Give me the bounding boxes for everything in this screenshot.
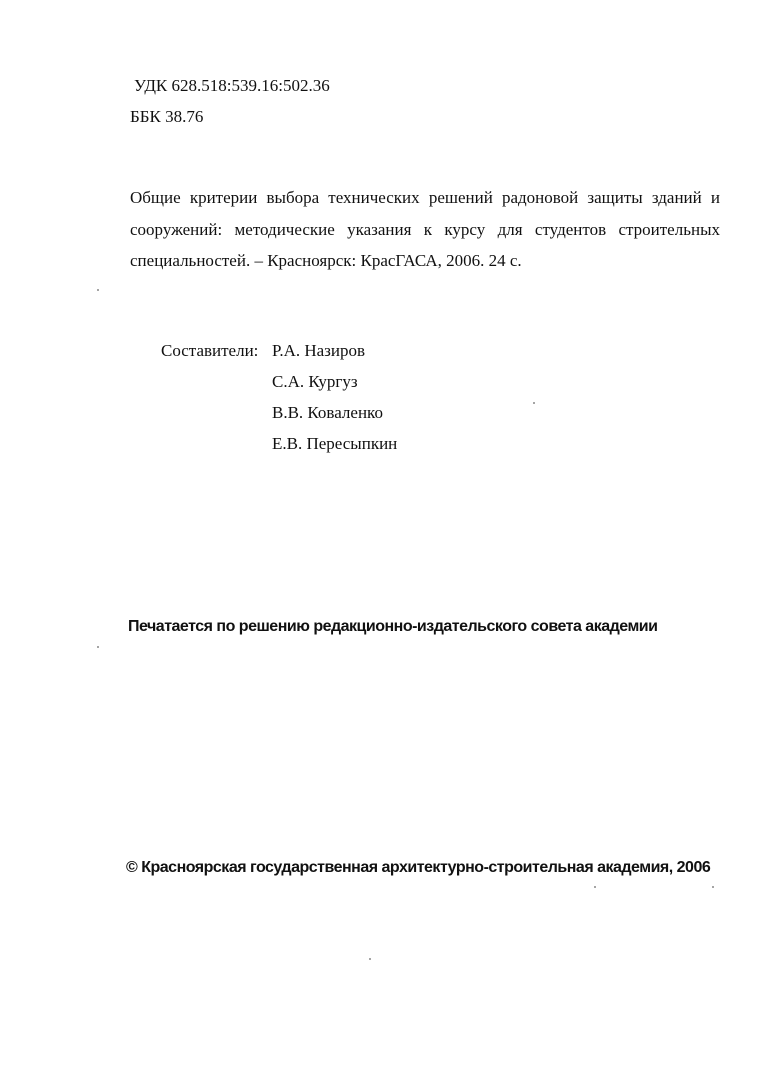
compiler-name: С.А. Кургуз <box>272 372 358 391</box>
udk-code: УДК 628.518:539.16:502.36 <box>134 76 330 95</box>
compiler-name: В.В. Коваленко <box>272 403 383 422</box>
scan-speck <box>369 958 371 960</box>
compiler-name: Р.А. Назиров <box>272 341 366 360</box>
bbk-code: ББК 38.76 <box>130 107 204 126</box>
description-line-2: сооружений: методические указания к курсу для студентов строительных <box>130 220 720 239</box>
scan-speck <box>594 886 596 888</box>
publication-approval-note: Печатается по решению редакционно-издательского совета академии <box>128 618 658 635</box>
compiler-name: Е.В. Пересыпкин <box>272 434 398 453</box>
scan-speck <box>97 646 99 648</box>
compilers-label: Составители: <box>161 341 259 360</box>
scan-speck <box>712 886 714 888</box>
description-line-1: Общие критерии выбора технических решений радоновой защиты зданий и <box>130 188 720 207</box>
copyright-notice: © Красноярская государственная архитектурно-строительная академия, 2006 <box>126 859 711 876</box>
description-line-3: специальностей. – Красноярск: КрасГАСА, 2006. 24 с. <box>130 251 522 270</box>
scan-speck <box>97 289 99 291</box>
scan-speck <box>533 402 535 404</box>
